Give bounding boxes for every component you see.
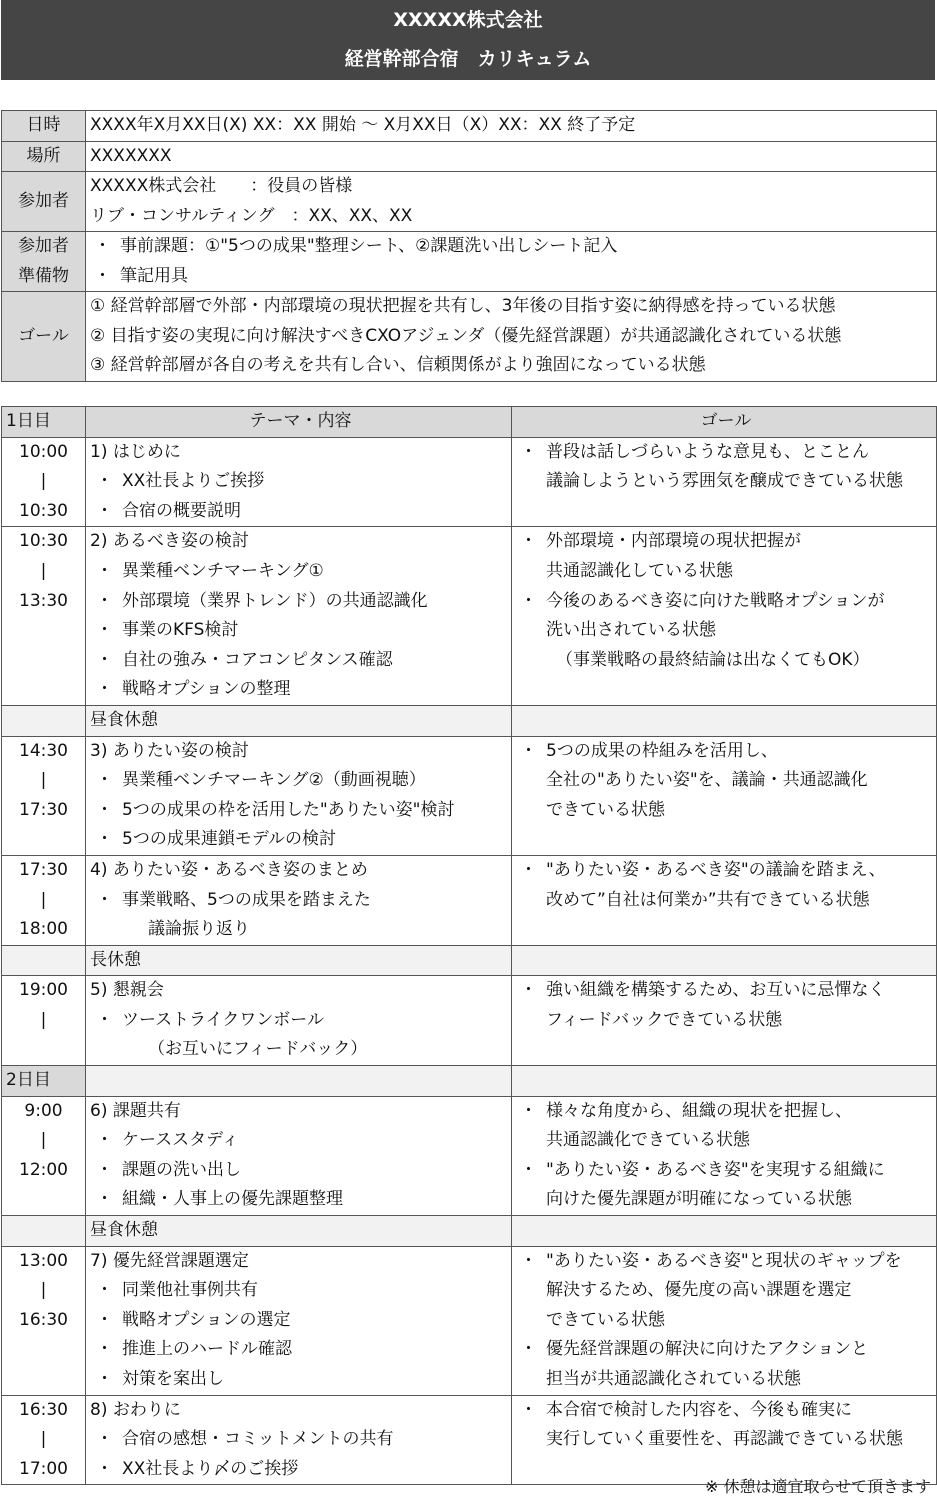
session-goal: [512, 736, 937, 855]
goal-line: 共通認識化できている状態: [546, 1130, 750, 1151]
session-content: [86, 437, 512, 527]
break-goal: [512, 1216, 937, 1247]
participants-list: [86, 172, 937, 232]
goal-column-header: ゴール: [512, 407, 937, 438]
footnote: ※ 休憩は適宜取らせて頂きます: [704, 1477, 931, 1496]
session-goal: [512, 1096, 937, 1215]
session-item: （お互いにフィードバック）: [148, 1039, 368, 1060]
end-time: 17:00: [19, 1458, 68, 1479]
session-content: [86, 855, 512, 945]
end-time: 17:30: [19, 799, 68, 820]
end-time: 10:30: [19, 500, 68, 521]
goal-line: 実行していく重要性を、再認識できている状態: [546, 1429, 903, 1450]
goal-line: フィードバックできている状態: [546, 1009, 783, 1030]
goal-line: 洗い出されている状態: [546, 620, 716, 641]
prep-row: [2, 232, 937, 292]
day2-row: [2, 1066, 937, 1097]
break-goal: [512, 1066, 937, 1097]
session-item: ・ 異業種ベンチマーキング②（動画視聴）: [90, 766, 511, 796]
goal-line: ・ 普段は話しづらいような意見も、とことん: [516, 438, 936, 468]
session-time: [2, 1096, 86, 1215]
session-time: [2, 437, 86, 527]
start-time: 16:30: [19, 1399, 68, 1420]
session-item: ・ 5つの成果連鎖モデルの検討: [90, 825, 511, 855]
goal-line: 向けた優先課題が明確になっている状態: [546, 1189, 852, 1210]
break-spacer: [2, 705, 86, 736]
goal-list: [86, 292, 937, 382]
session-goal: [512, 976, 937, 1066]
session-title: 7) 優先経営課題選定: [90, 1250, 249, 1271]
session-content: [86, 1246, 512, 1395]
session-item: ・ XX社長より〆のご挨拶: [90, 1455, 511, 1485]
lunch-break-row: [2, 1216, 937, 1247]
session-item: ・ 戦略オプションの整理: [90, 675, 511, 705]
session-row: [2, 1246, 937, 1395]
session-item: ・ 推進上のハードル確認: [90, 1335, 511, 1365]
time-separator: |: [40, 1130, 47, 1151]
session-title: 1) はじめに: [90, 441, 181, 462]
info-table: [1, 110, 937, 382]
session-item: ・ 合宿の概要説明: [90, 497, 511, 527]
session-item: ・ 外部環境（業界トレンド）の共通認識化: [90, 587, 511, 617]
time-separator: |: [40, 471, 47, 492]
end-time: 18:00: [19, 919, 68, 940]
goal-line: ・ 外部環境・内部環境の現状把握が: [516, 527, 936, 557]
session-item: ・ XX社長よりご挨拶: [90, 467, 511, 497]
session-content: [86, 527, 512, 706]
document-header: [1, 0, 935, 80]
start-time: 10:00: [19, 441, 68, 462]
participants-row: [2, 172, 937, 232]
session-item: ・ 戦略オプションの選定: [90, 1306, 511, 1336]
start-time: 13:00: [19, 1250, 68, 1271]
goal-line: 議論しようという雰囲気を醸成できている状態: [546, 471, 903, 492]
session-item: ・ 事業のKFS検討: [90, 616, 511, 646]
goal-line: ・ 5つの成果の枠組みを活用し、: [516, 737, 936, 767]
schedule-table: [1, 406, 937, 1485]
session-goal: [512, 437, 937, 527]
goal-line: 共通認識化している状態: [546, 560, 733, 581]
session-content: [86, 736, 512, 855]
session-item: ・ 自社の強み・コアコンピタンス確認: [90, 646, 511, 676]
datetime-label: 日時: [2, 111, 86, 142]
prep-label: 参加者 準備物: [2, 232, 86, 292]
session-time: [2, 736, 86, 855]
session-item: ・ 異業種ベンチマーキング①: [90, 557, 511, 587]
place-label: 場所: [2, 141, 86, 172]
session-title: 2) あるべき姿の検討: [90, 531, 249, 552]
break-goal: [512, 945, 937, 976]
long-break-row: [2, 945, 937, 976]
session-item: ・ 対策を案出し: [90, 1365, 511, 1395]
session-row: [2, 976, 937, 1066]
company-title: XXXXX株式会社: [393, 9, 543, 31]
session-item: ・ 事業戦略、5つの成果を踏まえた: [90, 886, 511, 916]
session-time: [2, 976, 86, 1066]
session-item: ・ 同業他社事例共有: [90, 1276, 511, 1306]
participant-line: XXXXX株式会社 ：役員の皆様: [90, 176, 353, 196]
goal-label: ゴール: [2, 292, 86, 382]
goal-line: 全社の"ありたい姿"を、議論・共通認識化: [546, 770, 868, 791]
schedule-header-row: [2, 407, 937, 438]
time-separator: |: [40, 1280, 47, 1301]
datetime-value: XXXX年X月XX日(X) XX：XX 開始 ～ X月XX日（X）XX：XX 終了予定: [86, 111, 937, 142]
break-label: 昼食休憩: [86, 1216, 512, 1247]
start-time: 9:00: [24, 1100, 63, 1121]
session-content: [86, 976, 512, 1066]
start-time: 10:30: [19, 531, 68, 552]
session-item: ・ ツーストライクワンボール: [90, 1006, 511, 1036]
session-row: [2, 736, 937, 855]
session-goal: [512, 527, 937, 706]
time-separator: |: [40, 1429, 47, 1450]
session-title: 4) ありたい姿・あるべき姿のまとめ: [90, 859, 368, 880]
goal-line: （事業戦略の最終結論は出なくてもOK）: [556, 649, 870, 670]
session-row: [2, 855, 937, 945]
session-item: 議論振り返り: [148, 919, 250, 940]
end-time: 16:30: [19, 1309, 68, 1330]
goal-line: 改めて”自社は何業か”共有できている状態: [546, 889, 870, 910]
goal-line: できている状態: [546, 1309, 665, 1330]
break-label: [86, 1066, 512, 1097]
break-spacer: [2, 945, 86, 976]
goal-line: ・ "ありたい姿・あるべき姿"の議論を踏まえ、: [516, 856, 936, 886]
goal-row: [2, 292, 937, 382]
session-title: 5) 懇親会: [90, 980, 164, 1001]
session-goal: [512, 855, 937, 945]
participants-label: 参加者: [2, 172, 86, 232]
session-title: 3) ありたい姿の検討: [90, 740, 249, 761]
session-item: ・ 5つの成果の枠を活用した"ありたい姿"検討: [90, 796, 511, 826]
time-separator: |: [40, 1009, 47, 1030]
session-goal: [512, 1395, 937, 1485]
session-item: ・ 組織・人事上の優先課題整理: [90, 1185, 511, 1215]
goal-line: ・ 優先経営課題の解決に向けたアクションと: [516, 1335, 936, 1365]
session-content: [86, 1096, 512, 1215]
session-time: [2, 1246, 86, 1395]
document-title: 経営幹部合宿 カリキュラム: [344, 48, 592, 70]
prep-item: ・ 筆記用具: [90, 262, 936, 292]
session-row: [2, 527, 937, 706]
session-time: [2, 855, 86, 945]
session-time: [2, 1395, 86, 1485]
goal-item: ② 目指す姿の実現に向け解決すべきCXOアジェンダ（優先経営課題）が共通認識化されている状態: [90, 325, 842, 346]
break-label: 長休憩: [86, 945, 512, 976]
goal-line: 解決するため、優先度の高い課題を選定: [546, 1280, 852, 1301]
goal-line: ・ 本合宿で検討した内容を、今後も確実に: [516, 1396, 936, 1426]
goal-line: ・ 強い組織を構築するため、お互いに忌憚なく: [516, 976, 936, 1006]
goal-line: ・ 今後のあるべき姿に向けた戦略オプションが: [516, 587, 936, 617]
break-spacer: [2, 1216, 86, 1247]
start-time: 17:30: [19, 859, 68, 880]
session-row: [2, 1096, 937, 1215]
session-row: [2, 1395, 937, 1485]
session-item: ・ 課題の洗い出し: [90, 1156, 511, 1186]
day1-label: 1日目: [2, 407, 86, 438]
end-time: 13:30: [19, 590, 68, 611]
time-separator: |: [40, 770, 47, 791]
goal-item: ③ 経営幹部層が各自の考えを共有し合い、信頼関係がより強固になっている状態: [90, 355, 706, 375]
prep-list: [86, 232, 937, 292]
goal-line: ・ "ありたい姿・あるべき姿"を実現する組織に: [516, 1156, 936, 1186]
session-row: [2, 437, 937, 527]
place-value: XXXXXXX: [86, 141, 937, 172]
participant-line: リブ・コンサルティング ：XX、XX、XX: [90, 205, 413, 226]
goal-line: 担当が共通認識化されている状態: [546, 1369, 801, 1389]
time-separator: |: [40, 560, 47, 581]
goal-line: ・ 様々な角度から、組織の現状を把握し、: [516, 1097, 936, 1127]
session-content: [86, 1395, 512, 1485]
session-time: [2, 527, 86, 706]
place-row: [2, 141, 937, 172]
time-separator: |: [40, 889, 47, 910]
end-time: 12:00: [19, 1159, 68, 1180]
theme-column-header: テーマ・内容: [86, 407, 512, 438]
session-goal: [512, 1246, 937, 1395]
day-label: 2日目: [2, 1066, 86, 1097]
prep-item: ・ 事前課題：①"5つの成果"整理シート、②課題洗い出しシート記入: [90, 232, 936, 262]
start-time: 19:00: [19, 980, 68, 1001]
lunch-break-row: [2, 705, 937, 736]
datetime-row: [2, 111, 937, 142]
break-label: 昼食休憩: [86, 705, 512, 736]
break-goal: [512, 705, 937, 736]
session-item: ・ 合宿の感想・コミットメントの共有: [90, 1425, 511, 1455]
goal-item: ① 経営幹部層で外部・内部環境の現状把握を共有し、3年後の目指す姿に納得感を持っている状態: [90, 296, 836, 316]
session-title: 6) 課題共有: [90, 1100, 181, 1121]
goal-line: できている状態: [546, 799, 665, 820]
start-time: 14:30: [19, 740, 68, 761]
goal-line: ・ "ありたい姿・あるべき姿"と現状のギャップを: [516, 1247, 936, 1277]
session-item: ・ ケーススタディ: [90, 1126, 511, 1156]
session-title: 8) おわりに: [90, 1399, 181, 1420]
